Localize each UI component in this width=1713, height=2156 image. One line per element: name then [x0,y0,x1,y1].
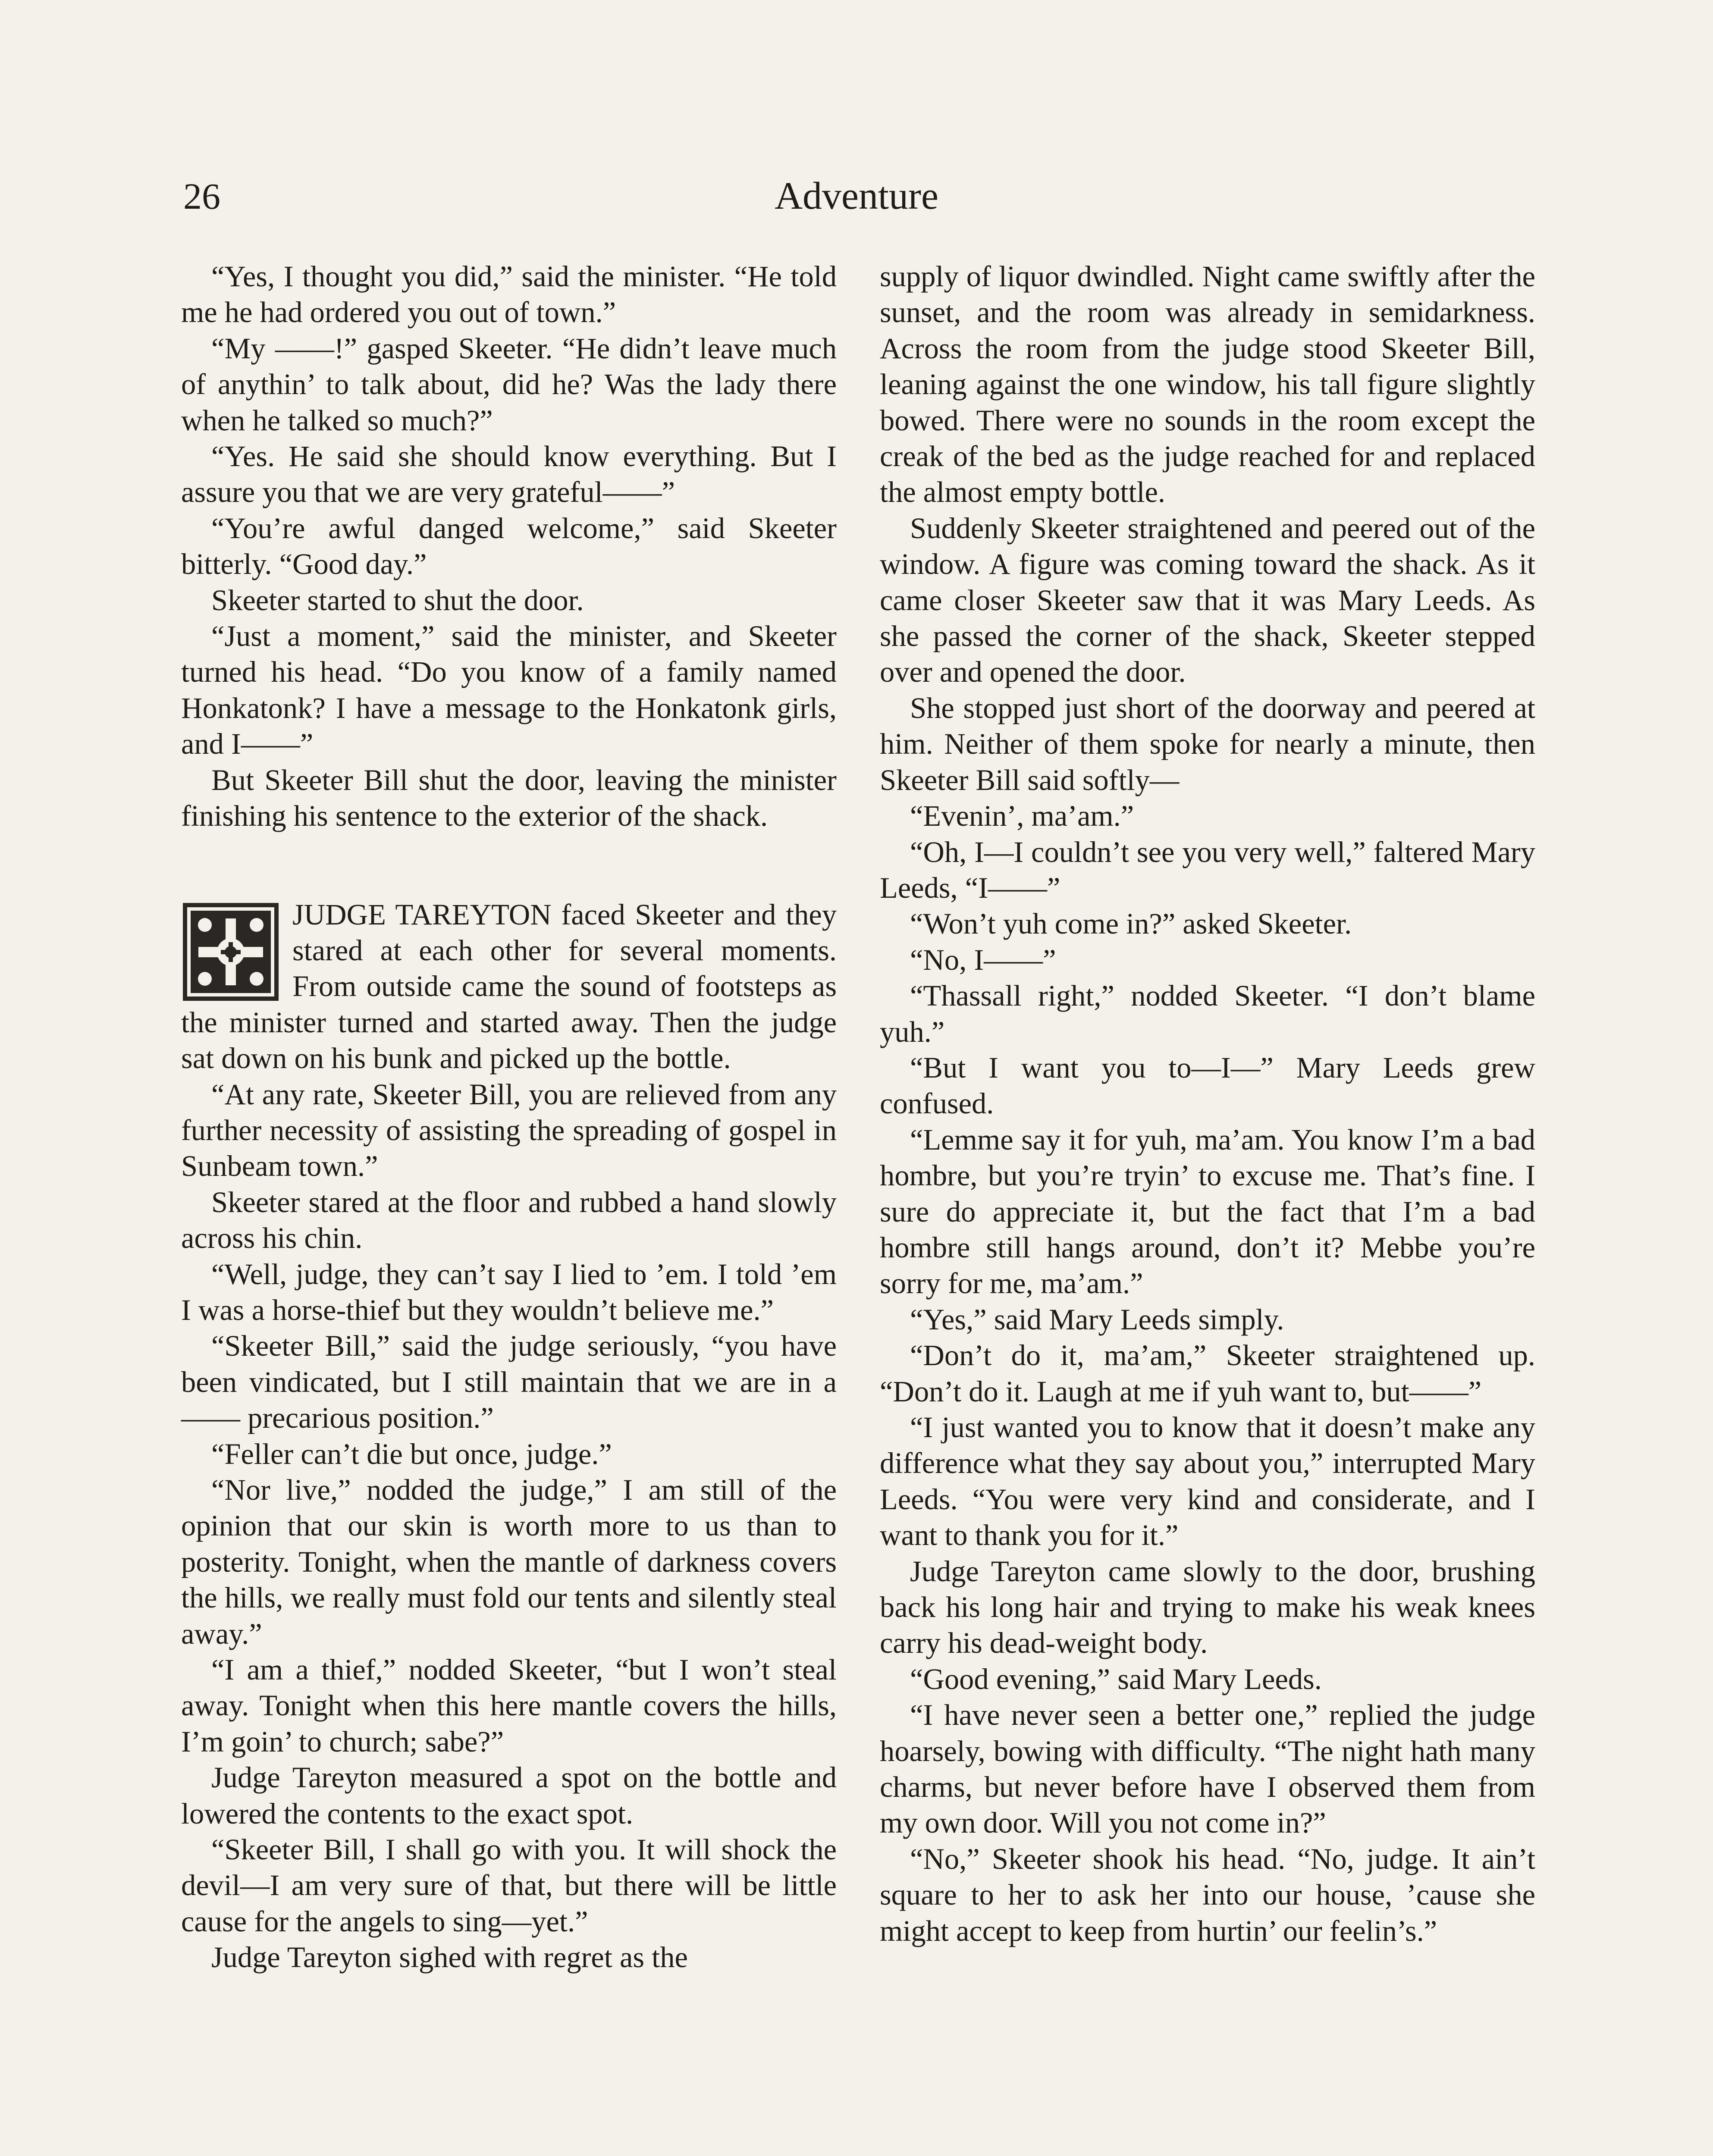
paragraph: “Skeeter Bill,” said the judge seriously, “you have been vindicated, but I still maintain that we are in a —— precarious position.” [181,1329,837,1435]
paragraph: “Well, judge, they can’t say I lied to ’em. I told ’em I was a horse-thief but they wouldn’t believe me.” [181,1257,837,1326]
paragraph: Judge Tareyton sighed with regret as the [211,1941,688,1974]
paragraph-text: JUDGE TAREYTON faced Skeeter and they stared at each other for several moments. From outside came the sound of footsteps as the minister turned and started away. Then the judge sat down on his bunk and picked up the bottle. [181,898,837,1075]
paragraph: “Yes, I thought you did,” said the minister. “He told me he had ordered you out of town.” [181,260,837,329]
paragraph: Judge Tareyton measured a spot on the bottle and lowered the contents to the exact spot. [181,1761,837,1830]
paragraph: “Yes,” said Mary Leeds simply. [910,1303,1284,1336]
paragraph: “No, I——” [910,943,1056,976]
paragraph: Skeeter stared at the floor and rubbed a hand slowly across his chin. [181,1185,837,1255]
paragraph: “Evenin’, ma’am.” [910,799,1134,833]
paragraph: “Just a moment,” said the minister, and Skeeter turned his head. “Do you know of a family named Honkatonk? I have a message to the Honkatonk girls, and I——” [181,620,837,761]
paragraph: “Nor live,” nodded the judge,” I am still of the opinion that our skin is worth more to us than to posterity. Tonight, when the mantle of darkness covers the hills, we really must fold our tents and silently steal away.” [181,1473,837,1650]
paragraph: “Oh, I—I couldn’t see you very well,” faltered Mary Leeds, “I——” [880,835,1535,904]
paragraph: But Skeeter Bill shut the door, leaving the minister finishing his sentence to the exterior of the shack. [181,763,837,833]
paragraph: Skeeter started to shut the door. [211,583,584,617]
decorative-initial-ornament-icon [181,901,280,1003]
paragraph: “You’re awful danged welcome,” said Skeeter bitterly. “Good day.” [181,511,837,581]
paragraph: “Thassall right,” nodded Skeeter. “I don’t blame yuh.” [880,979,1535,1048]
paragraph: “I am a thief,” nodded Skeeter, “but I won’t steal away. Tonight when this here mantle covers the hills, I’m goin’ to church; sabe?” [181,1653,837,1758]
paragraph: Judge Tareyton came slowly to the door, brushing back his long hair and trying to make his weak knees carry his dead-weight body. [880,1554,1535,1660]
paragraph: supply of liquor dwindled. Night came swiftly after the sunset, and the room was already in semidarkness. Across the room from the judge stood Skeeter Bill, leaning against the one window, his tall figure slightly bowed. There were no sounds in the room except the creak of the bed as the judge reached for and replaced the almost empty bottle. [880,260,1535,509]
section-opening-paragraph [181,897,837,1077]
paragraph: “At any rate, Skeeter Bill, you are relieved from any further necessity of assisting the spreading of gospel in Sunbeam town.” [181,1078,837,1183]
left-column [181,259,837,1976]
right-column [880,259,1535,1949]
paragraph: “Don’t do it, ma’am,” Skeeter straightened up. “Don’t do it. Laugh at me if yuh want to, but——” [880,1339,1535,1408]
page-header [0,164,1713,229]
paragraph: “Yes. He said she should know everything. But I assure you that we are very grateful——” [181,440,837,509]
paragraph: “I have never seen a better one,” replied the judge hoarsely, bowing with difficulty. “The night hath many charms, but never before have I observed them from my own door. Will you not come in?” [880,1698,1535,1839]
running-title: Adventure [775,175,938,217]
paragraph: “Good evening,” said Mary Leeds. [910,1662,1322,1695]
paragraph: “Feller can’t die but once, judge.” [211,1437,612,1470]
paragraph: She stopped just short of the doorway and peered at him. Neither of them spoke for nearly a minute, then Skeeter Bill said softly— [880,691,1535,796]
paragraph: “Lemme say it for yuh, ma’am. You know I’m a bad hombre, but you’re tryin’ to excuse me. That’s fine. I sure do appreciate it, but the fact that I’m a bad hombre still hangs around, don’t it? Mebbe you’re sorry for me, ma’am.” [880,1123,1535,1300]
paragraph: “But I want you to—I—” Mary Leeds grew confused. [880,1051,1535,1120]
paragraph: “Won’t yuh come in?” asked Skeeter. [910,907,1352,940]
paragraph: “No,” Skeeter shook his head. “No, judge. It ain’t square to her to ask her into our house, ’cause she might accept to keep from hurtin’ our feelin’s.” [880,1842,1535,1947]
paragraph: “Skeeter Bill, I shall go with you. It will shock the devil—I am very sure of that, but there will be little cause for the angels to sing—yet.” [181,1833,837,1938]
paragraph: “My ——!” gasped Skeeter. “He didn’t leave much of anythin’ to talk about, did he? Was the lady there when he talked so much?” [181,332,837,437]
paragraph: Suddenly Skeeter straightened and peered out of the window. A figure was coming toward the shack. As it came closer Skeeter saw that it was Mary Leeds. As she passed the corner of the shack, Skeeter stepped over and opened the door. [880,511,1535,689]
page-number: 26 [183,175,220,217]
paragraph: “I just wanted you to know that it doesn’t make any difference what they say about you,” interrupted Mary Leeds. “You were very kind and considerate, and I want to thank you for it.” [880,1411,1535,1552]
